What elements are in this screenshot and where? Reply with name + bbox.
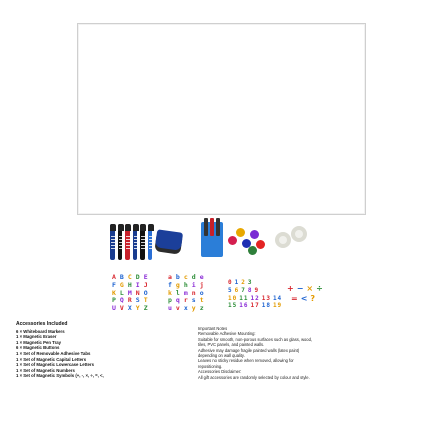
magnetic-character: 3 [247,279,253,286]
magnetic-character: A [112,273,118,281]
marker [133,224,138,260]
accessory-item: 6 × Magnetic Buttons [16,345,60,351]
magnetic-character: D [135,273,142,281]
numbers-set [228,279,284,310]
magnetic-character: B [119,273,126,281]
magnetic-button [236,228,245,237]
magnetic-character: i [191,280,198,289]
magnetic-symbol: − [296,284,305,293]
magnetic-character: h [183,280,190,289]
tray-pen [210,218,214,236]
numbers-row [228,295,284,303]
marker [140,224,145,260]
magnetic-character: O [143,288,150,297]
tray-pen [204,218,208,236]
magnetic-symbol: + [287,284,295,293]
magnetic-character: Z [143,304,150,313]
marker [148,224,153,260]
note-line: Leaves no sticky residue when removed, allowing for [198,358,294,364]
numbers-row [228,302,284,310]
magnetic-character: r [183,296,190,305]
magnetic-character: y [191,304,198,313]
magnetic-character: U [112,304,118,313]
magnetic-character: x [183,304,190,313]
accessory-item: 1 × Magnetic Pen Tray [16,339,62,345]
magnetic-character: t [199,296,206,305]
magnetic-button [250,230,259,239]
tray-pen [216,218,220,236]
magnetic-character: R [127,296,134,305]
capitals-row [112,305,152,313]
magnetic-character: Y [135,304,142,313]
accessory-item: 6 × Whiteboard Markers [16,328,65,334]
accessory-item: 1 × Set of Magnetic Lowercase Letters [16,362,94,368]
magnetic-pen-tray [201,222,223,257]
magnetic-character: 7 [241,286,246,294]
magnetic-character: z [199,304,206,313]
magnetic-character: o [199,288,206,297]
magnetic-character: v [175,304,182,313]
magnetic-character: V [119,304,126,313]
magnetic-character: Q [119,296,126,305]
magnetic-character: I [135,280,142,289]
magnetic-character: N [135,288,142,297]
magnetic-character: p [168,296,174,305]
accessory-item: 1 × Set of Magnetic Symbols (+, -, ×, ÷, =, <, [16,373,104,379]
magnetic-character: S [135,296,142,305]
lowercase-letters-set [168,274,208,313]
magnetic-symbol: < [300,294,309,303]
magnetic-button [256,240,265,249]
magnetic-character: e [199,273,206,281]
important-notes [198,326,416,380]
symbols-set [287,284,326,304]
note-line: Adhesive may damage fragile painted walls (latex paint) [198,347,300,353]
magnetic-character: f [168,280,174,289]
magnetic-buttons [228,226,266,256]
whiteboard-markers [110,224,152,262]
accessory-item: 1 × Set of Magnetic Numbers [16,367,75,373]
magnetic-character: s [191,296,198,305]
magnetic-character: 10 [228,294,238,302]
lowercase-row [168,305,208,313]
magnetic-character: 2 [241,279,246,286]
whiteboard [77,23,366,215]
adhesive-tabs [273,226,311,254]
magnetic-character: m [183,288,190,297]
note-line: Suitable for smooth, non-porous surfaces such as glass, wood, [198,336,313,342]
magnetic-character: H [127,280,134,289]
note-line: depending on wall quality. [198,353,245,359]
magnetic-character: 1 [234,279,240,286]
magnetic-character: 17 [250,302,260,310]
magnetic-character: 0 [228,279,233,286]
magnetic-character: 16 [239,302,249,310]
numbers-row [228,279,284,287]
magnetic-character: 8 [247,286,253,294]
magnetic-character: T [143,296,150,305]
capital-letters-set [112,274,152,313]
magnetic-symbol: ? [310,294,317,303]
note-line: Accessories Disclaimer: [198,369,242,375]
magnetic-character: l [175,288,182,297]
magnetic-character: P [112,296,118,305]
magnetic-character: 5 [228,286,233,294]
magnetic-character: q [175,296,182,305]
magnetic-character: j [199,280,206,289]
accessories-heading: Accessories Included [16,321,68,327]
magnetic-character: L [119,288,126,297]
magnetic-character: F [112,280,118,289]
magnetic-character: M [127,288,134,297]
magnetic-character: c [183,273,190,281]
symbols-row [287,284,326,294]
symbols-row [287,294,326,304]
accessory-item: 1 × Set of Removable Adhesive Tabs [16,350,91,356]
marker [110,224,115,260]
magnetic-character: 14 [272,294,283,302]
magnetic-button [248,246,257,255]
magnetic-character: n [191,288,198,297]
marker [118,224,123,260]
magnetic-character: 9 [254,286,260,294]
marker [125,224,130,260]
magnetic-character: 18 [261,302,271,310]
magnetic-character: 6 [234,286,240,294]
tape-roll [275,232,291,248]
magnetic-character: g [175,280,182,289]
magnetic-character: d [191,273,198,281]
tape-roll [291,226,307,242]
magnetic-character: E [143,273,150,281]
magnetic-character: 12 [250,294,260,302]
magnetic-character: G [119,280,126,289]
magnetic-character: u [168,304,174,313]
magnetic-symbol: = [291,294,299,303]
note-line: All gift accessories are randomly selected by colour and style. [198,374,310,380]
magnetic-character: b [175,273,182,281]
magnetic-character: 13 [261,294,271,302]
magnetic-character: k [168,288,174,297]
magnetic-character: a [168,273,174,281]
magnetic-character: 11 [239,294,249,302]
magnetic-character: X [127,304,134,313]
accessory-item: 1 × Magnetic Eraser [16,334,57,340]
note-line: tiles, PVC panels, and painted walls. [198,342,265,348]
magnetic-character: 19 [272,302,283,310]
magnetic-character: C [127,273,134,281]
magnetic-symbol: × [306,284,315,293]
magnetic-character: K [112,288,118,297]
accessories-list [16,322,181,379]
magnetic-character: J [143,280,150,289]
magnetic-eraser [155,229,183,250]
accessory-item: 1 × Set of Magnetic Capital Letters [16,356,87,362]
note-line: Important Notes [198,326,228,331]
magnetic-symbol: ÷ [316,284,324,293]
note-line: Removable Adhesive Mounting: [198,331,256,337]
numbers-row [228,287,284,295]
magnetic-character: 15 [228,302,238,310]
note-line: repositioning. [198,363,223,369]
magnetic-button [228,236,237,245]
